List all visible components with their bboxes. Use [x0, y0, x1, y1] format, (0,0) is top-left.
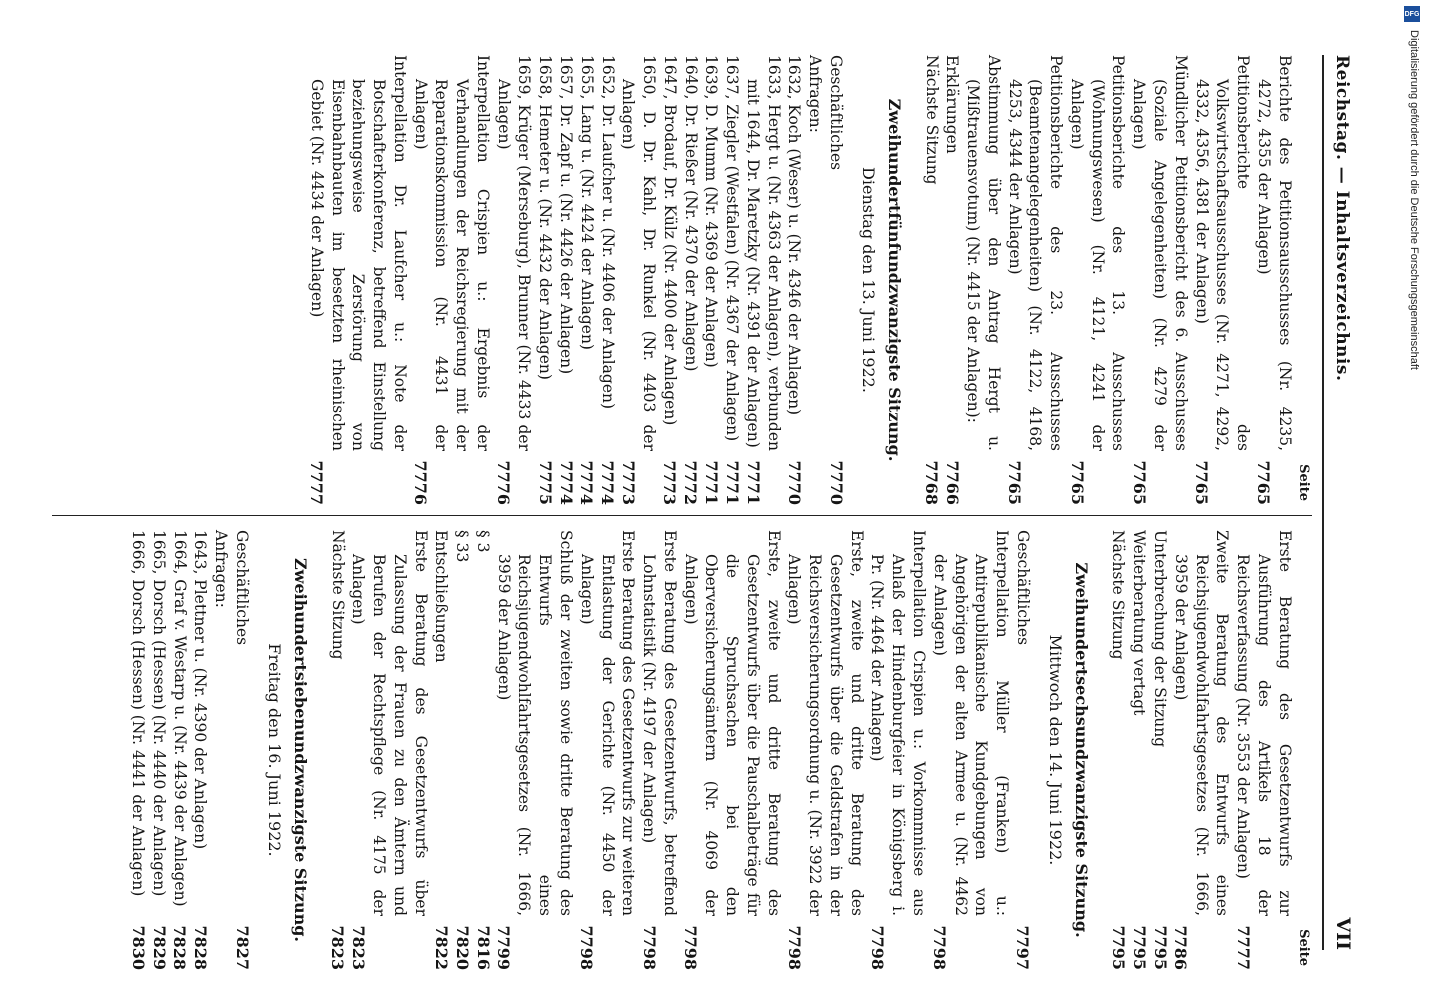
toc-entry [929, 530, 1012, 970]
toc-entry-text: Mündlicher Petitionsbericht des 6. Ausschusses (Soziale Angelegenheiten) (Nr. 4279 der Anlagen) [1130, 55, 1190, 451]
toc-entry-page: 7772 [681, 460, 701, 505]
session-date-225: Dienstag den 13. Juni 1922. [859, 167, 879, 393]
toc-entry-page: 7774 [598, 460, 618, 505]
toc-entry [659, 55, 680, 505]
toc-entry [721, 55, 742, 505]
toc-entry-page: 7770 [785, 460, 805, 505]
toc-entry-page: 7829 [149, 925, 169, 970]
toc-entry [680, 55, 701, 505]
toc-entry-text: Interpellation Crispien u.: Vorkommnisse aus Anlaß der Hindenburgfeier in Königsberg i. Pr. (Nr. 4464 der Anlagen) [868, 530, 928, 916]
toc-entry-page: 7786 [1171, 925, 1191, 970]
toc-entry-text: Zweite Beratung des Entwurfs eines Reichsjugendwohlfahrtsgesetzes (Nr. 1666, 3959 der Anlagen) [1171, 530, 1232, 916]
session-title-225: Zweihundertfünfundzwanzigste Sitzung. [884, 98, 904, 462]
toc-entry [493, 530, 576, 970]
toc-entry [555, 55, 576, 505]
toc-entry-text: Unterbrechung der Sitzung [1151, 530, 1169, 748]
toc-entry [784, 55, 805, 505]
toc-entry-text: Petitionsberichte des 13. Ausschusses (Wohnungswesen) (Nr. 4121, 4241 der Anlagen) [1067, 55, 1128, 451]
anfragen-label: Anfragen: [212, 530, 231, 608]
toc-entry-text: Petitionsberichte des 23. Ausschusses (Beamtenangelegenheiten) (Nr. 4122, 4168, 4253, 4344 der Anlagen) [1005, 55, 1066, 451]
toc-entry-page: 7828 [170, 925, 190, 970]
toc-entry-page: 7820 [452, 925, 472, 970]
toc-entry [1191, 55, 1253, 505]
toc-entry [148, 530, 169, 970]
credit-text: Digitalisierung gefördert durch die Deutsche Forschungsgemeinschaft [1408, 30, 1420, 370]
toc-entry-text: 1666, Dorsch (Hessen) (Nr. 4441 der Anlagen) [129, 530, 148, 897]
toc-entry-page: 7776 [494, 460, 514, 505]
anfragen-label: Anfragen: [806, 55, 825, 133]
toc-entry-text: 1633, Hergt u. (Nr. 4363 der Anlagen), verbunden mit 1644, Dr. Maretzky (Nr. 4391 der Anlagen) [743, 55, 783, 451]
toc-entry-text: Schluß der zweiten sowie dritte Beratung des Entwurfs eines Reichsjugendwohlfahrtsgesetzes (Nr. 1666, 3959 der Anlagen) [494, 530, 575, 916]
right-column [52, 515, 1312, 970]
toc-entry-page: 7777 [1233, 925, 1253, 970]
toc-entry-text: 1658, Hemeter u. (Nr. 4432 der Anlagen) [536, 55, 555, 380]
toc-entry [1232, 530, 1294, 970]
digitization-credit [1404, 6, 1420, 386]
toc-entry-page: 7774 [556, 460, 576, 505]
toc-entry-text: Interpellation Crispien u.: Ergebnis der Verhandlungen der Reichsregierung mit der Reparationskommission (Nr. 4431 der Anlagen) [411, 55, 492, 451]
session-title-227: Zweihundertsiebenundzwanzigste Sitzung. [290, 557, 310, 942]
toc-entry-page: 7765 [1067, 460, 1087, 505]
toc-entry-text: 1652, Dr. Laufcher u. (Nr. 4406 der Anlagen) [598, 55, 617, 410]
toc-entry [701, 55, 722, 505]
toc-entry-page: 7765 [1005, 460, 1025, 505]
right-top-entries [1108, 530, 1295, 970]
toc-entry-text: Erste Beratung des Gesetzentwurfs zur weiteren Entlastung der Gerichte (Nr. 4450 der Anlagen) [577, 530, 638, 916]
toc-entry-page: 7771 [702, 460, 722, 505]
toc-entry-page: 7830 [128, 925, 148, 970]
toc-entry-page: 7798 [930, 925, 950, 970]
toc-entry-page: 7827 [232, 925, 252, 970]
toc-entry-text: Erklärungen [943, 55, 962, 154]
toc-entry-text: Erste Beratung des Gesetzentwurfs über Zulassung der Frauen zu den Ämtern und Berufen der Rechtspflege (Nr. 4175 der Anlagen) [349, 530, 430, 916]
toc-entry-text: 1659, Krüger (Merseburg), Brunner (Nr. 4433 der Anlagen) [494, 55, 534, 451]
toc-entry [942, 55, 963, 505]
toc-entry [327, 530, 348, 970]
toc-entry-page: 7771 [743, 460, 763, 505]
toc-entry [1012, 530, 1033, 970]
toc-entry-text: 1632, Koch (Weser) u. (Nr. 4346 der Anlagen) [785, 55, 804, 416]
toc-entry-text: 1650, D. Dr. Kahl, Dr. Runkel (Nr. 4403 der Anlagen) [619, 55, 659, 451]
seite-label: Seite [1296, 464, 1311, 501]
toc-entry [1149, 530, 1170, 970]
toc-entry [825, 55, 846, 505]
toc-entry-page: 7771 [722, 460, 742, 505]
toc-entry [1128, 530, 1149, 970]
dfg-logo: DFG [1404, 6, 1420, 22]
page-number-roman: VII [1332, 917, 1354, 950]
toc-entry [576, 530, 638, 970]
right-anfragen-list [127, 530, 210, 970]
toc-entry-page: 7765 [1192, 460, 1212, 505]
toc-entry-page: 7798 [868, 925, 888, 970]
toc-entry [1128, 55, 1190, 505]
toc-entry [190, 530, 211, 970]
toc-entry [921, 55, 942, 505]
toc-entry [169, 530, 190, 970]
left-bottom-entries [306, 55, 493, 505]
toc-entry-page: 7823 [328, 925, 348, 970]
toc-entry-text: Interpellation Müller (Franken) u.: Antirepublikanische Kundgebungen von Angehörigen der alten Armee u. (Nr. 4462 der Anlagen) [930, 530, 1012, 916]
seite-label: Seite [1296, 929, 1311, 966]
toc-entry-page: 7798 [577, 925, 597, 970]
toc-entry [576, 55, 597, 505]
toc-entry-text: 1647, Brodauf, Dr. Külz (Nr. 4400 der Anlagen) [660, 55, 679, 426]
toc-entry [231, 530, 252, 970]
left-column [52, 55, 1312, 505]
toc-entry-text: Erste Beratung des Gesetzentwurfs, betreffend Lohnstatistik (Nr. 4197 der Anlagen) [640, 530, 679, 916]
toc-entry [1066, 55, 1128, 505]
left-anfragen-list [493, 55, 804, 505]
toc-entry-text: 1643, Plettner u. (Nr. 4390 der Anlagen) [191, 530, 210, 850]
toc-entry-text: 1640, Dr. Rießer (Nr. 4370 der Anlagen) [681, 55, 700, 372]
toc-entry-text: 1655, Lang u. (Nr. 4424 der Anlagen) [577, 55, 596, 350]
toc-entry [638, 530, 680, 970]
toc-entry-page: 7823 [349, 925, 368, 970]
session-date-227: Freitag den 16. Juni 1922. [265, 643, 285, 857]
toc-entry [127, 530, 148, 970]
toc-entry-text: Geschäftliches [1013, 530, 1032, 646]
toc-entry [1253, 55, 1295, 505]
toc-entry-page: 7766 [943, 460, 963, 505]
toc-entry [1004, 55, 1066, 505]
toc-entry-text: Abstimmung über den Antrag Hergt u. (Mißtrauensvotum) (Nr. 4415 der Anlagen): [964, 55, 1003, 451]
toc-entry [597, 55, 618, 505]
toc-entry-page: 7765 [1254, 460, 1274, 505]
toc-entry-page: 7798 [639, 925, 659, 970]
toc-entry-text: Nächste Sitzung [922, 55, 941, 185]
toc-entry [410, 55, 493, 505]
toc-entry [680, 530, 784, 970]
toc-entry-page: 7797 [1013, 925, 1033, 970]
toc-entry-text: 1657, Dr. Zapf u. (Nr. 4426 der Anlagen) [556, 55, 575, 375]
toc-entry-page: 7795 [1109, 925, 1129, 970]
toc-entry-page: 7798 [785, 925, 805, 970]
toc-entry-page: 7822 [432, 925, 452, 970]
toc-entry-text: § 33 [453, 530, 472, 563]
toc-entry-text: 1665, Dorsch (Hessen) (Nr. 4440 der Anlagen) [149, 530, 168, 897]
toc-entry [742, 55, 784, 505]
toc-entry [867, 530, 929, 970]
toc-entry [451, 530, 472, 970]
page-header [1322, 55, 1360, 950]
toc-entry-page: 7773 [660, 460, 680, 505]
toc-entry-page: 7774 [577, 460, 597, 505]
toc-entry-page: 7795 [1150, 925, 1170, 970]
toc-entry-text: Weiterberatung vertagt [1130, 530, 1149, 716]
toc-entry-text: 1637, Ziegler (Westfalen) (Nr. 4367 der Anlagen) [723, 55, 742, 442]
toc-entry-text: 1639, D. Mumm (Nr. 4369 der Anlagen) [702, 55, 721, 368]
toc-entry [784, 530, 867, 970]
toc-entry-page: 7773 [618, 460, 638, 505]
toc-entry [534, 55, 555, 505]
toc-entry-page: 7828 [191, 925, 211, 970]
toc-entry-page: 7768 [922, 460, 942, 505]
toc-entry-page: 7816 [473, 925, 493, 970]
toc-entry [472, 530, 493, 970]
toc-entry [306, 55, 410, 505]
toc-entry-text: Interpellation Dr. Laufcher u.: Note der Botschafterkonferenz, betreffend Einstellung beziehungsweise Zerstörung von Eisenbahnbauten im besetzten rheinischen Gebiet (Nr. 4434 der Anlagen) [307, 55, 409, 451]
toc-entry-page: 7770 [826, 460, 846, 505]
toc-entry-page: 7765 [1129, 460, 1149, 505]
toc-entry-text: Entschließungen [432, 530, 451, 663]
toc-entry [431, 530, 452, 970]
toc-entry [348, 530, 431, 970]
toc-entry-text: Geschäftliches [826, 55, 845, 171]
toc-entry-text: Petitionsberichte des Volkswirtschaftsausschusses (Nr. 4271, 4292, 4332, 4356, 4381 der Anlagen) [1192, 55, 1253, 451]
toc-entry [962, 55, 1004, 505]
toc-entry [1170, 530, 1232, 970]
toc-entry-page: 7776 [411, 460, 431, 505]
toc-entry-text: Erste Beratung des Gesetzentwurfs zur Ausführung des Artikels 18 der Reichsverfassung (Nr. 3553 der Anlagen) [1234, 530, 1294, 916]
toc-entry-page: 7799 [494, 925, 514, 970]
toc-entry-text: Erste, zweite und dritte Beratung des Gesetzentwurfs über die Geldstrafen in der Reichsversicherungsordnung u. (Nr. 3922 der Anlagen) [785, 530, 866, 916]
toc-entry-page: 7798 [681, 925, 701, 970]
toc-entry-text: Erste, zweite und dritte Beratung des Gesetzentwurfs über die Pauschalbeträge für die Spruchsachen bei den Oberversicherungsämtern (Nr. 4069 der Anlagen) [681, 530, 783, 916]
toc-entry-text: § 3 [473, 530, 492, 553]
right-mid-entries [327, 530, 1033, 970]
toc-entry-page: 7777 [307, 460, 327, 505]
toc-entry-text: Berichte des Petitionsausschusses (Nr. 4235, 4272, 4355 der Anlagen) [1254, 55, 1294, 451]
toc-entry-page: 7775 [535, 460, 555, 505]
session-title-226: Zweihundertsechsundzwanzigste Sitzung. [1071, 562, 1091, 938]
left-top-entries [921, 55, 1295, 505]
toc-entry [618, 55, 660, 505]
session-date-226: Mittwoch den 14. Juni 1922. [1046, 634, 1066, 866]
running-title: Reichstag. — Inhaltsverzeichnis. [1332, 55, 1352, 382]
toc-entry-text: Geschäftliches [232, 530, 251, 646]
toc-entry-page: 7795 [1129, 925, 1149, 970]
toc-entry-text: Nächste Sitzung [328, 530, 347, 660]
toc-entry [493, 55, 535, 505]
toc-entry-text: Nächste Sitzung [1109, 530, 1128, 660]
toc-entry-text: 1664, Graf v. Westarp u. (Nr. 4439 der Anlagen) [170, 530, 189, 907]
toc-entry [1108, 530, 1129, 970]
